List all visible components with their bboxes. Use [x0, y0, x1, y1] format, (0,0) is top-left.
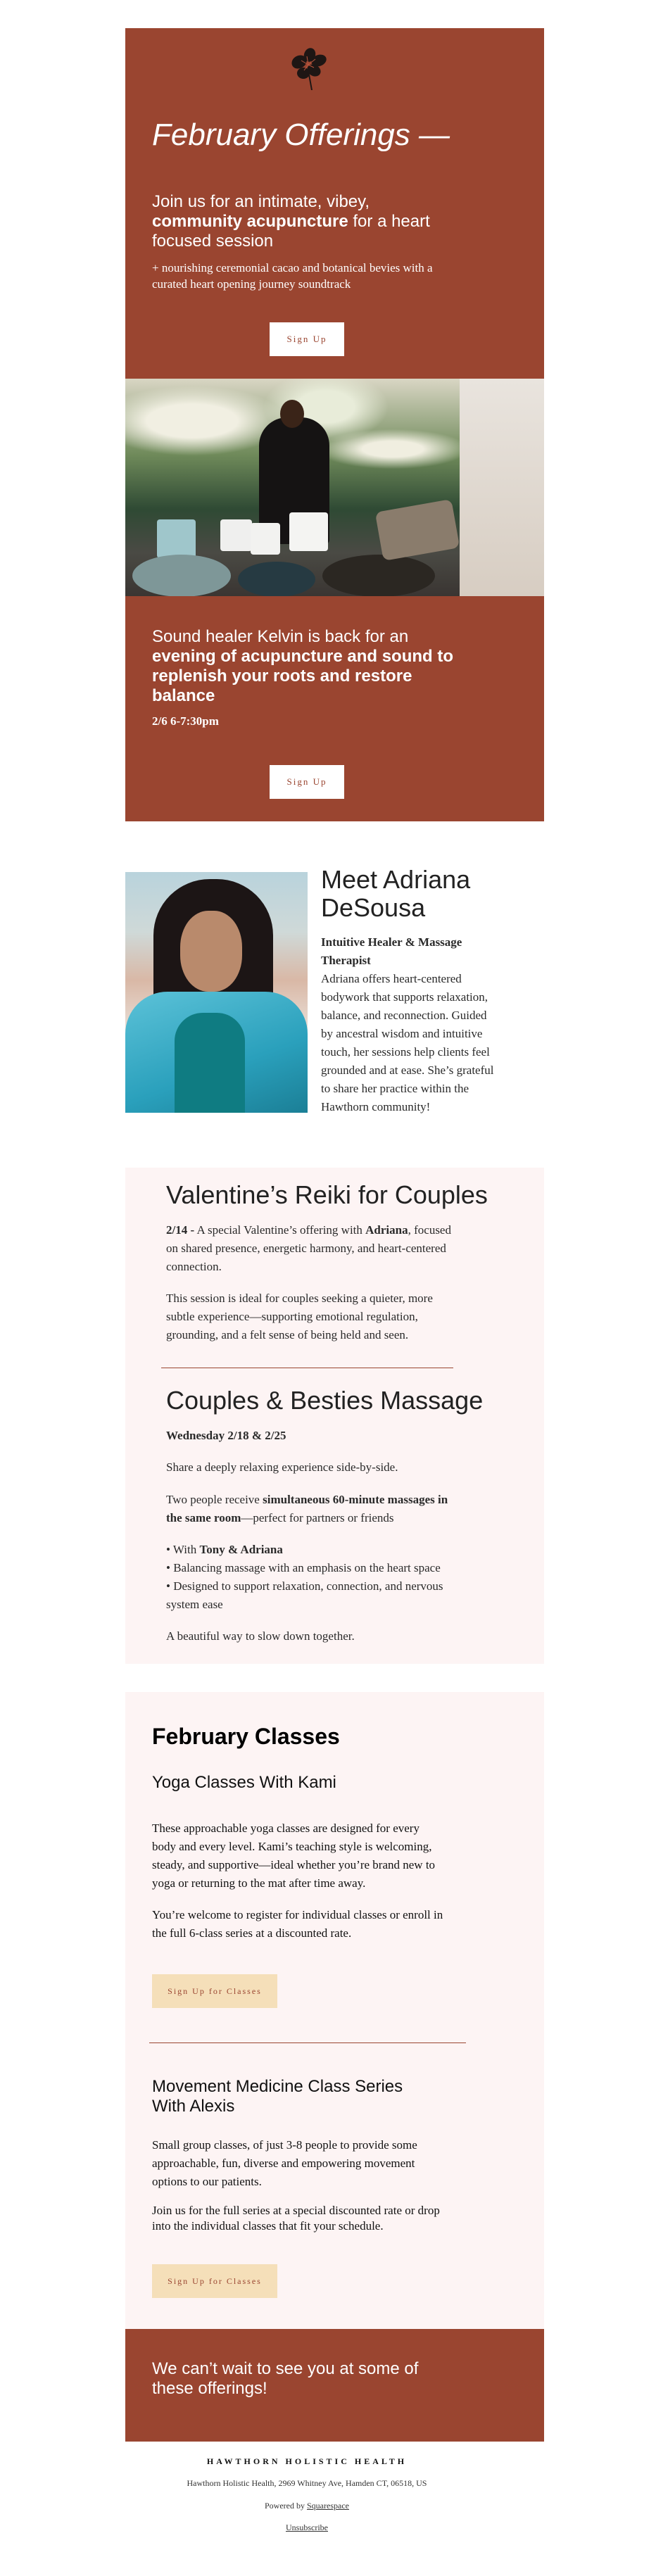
footer-address: Hawthorn Holistic Health, 2969 Whitney Ave, Hamden CT, 06518, US	[187, 2478, 427, 2488]
bullet-text: • With	[166, 1543, 200, 1556]
squarespace-link[interactable]: Squarespace	[307, 2501, 349, 2511]
massage-text-end: —perfect for partners or friends	[241, 1511, 394, 1524]
massage-paragraph-1: Share a deeply relaxing experience side-by-side.	[166, 1460, 398, 1474]
movement-signup-button[interactable]: Sign Up for Classes	[152, 2264, 277, 2298]
massage-paragraph-2	[166, 1491, 458, 1527]
sound-text: Sound healer Kelvin is back for an	[152, 627, 409, 646]
hero-intro-text-end: for a heart focused session	[152, 212, 430, 251]
movement-paragraph-1: Small group classes, of just 3-8 people to provide some approachable, fun, diverse and empowering movement options to our patients.	[152, 2138, 417, 2188]
powered-by-text: Powered by	[265, 2501, 307, 2511]
reiki-practitioner: Adriana	[365, 1223, 408, 1237]
hero-title: February Offerings —	[152, 118, 450, 152]
reiki-text: A special Valentine’s offering with	[194, 1223, 366, 1237]
reiki-paragraph-2: This session is ideal for couples seeking a quieter, more subtle experience—supporting emotional regulation, grounding, and a felt sense of being held and seen.	[166, 1292, 433, 1341]
unsubscribe-row	[125, 2521, 488, 2534]
yoga-signup-button[interactable]: Sign Up for Classes	[152, 1974, 277, 2008]
movement-heading: Movement Medicine Class Series With Alexis	[152, 2077, 403, 2116]
massage-heading: Couples & Besties Massage	[166, 1386, 484, 1415]
hero-section	[125, 28, 544, 379]
sound-healing-photo	[125, 379, 544, 596]
unsubscribe-link[interactable]: Unsubscribe	[286, 2523, 328, 2532]
sound-signup-button[interactable]: Sign Up	[270, 765, 344, 799]
hero-signup-button[interactable]: Sign Up	[270, 322, 344, 356]
massage-closing: A beautiful way to slow down together.	[166, 1629, 355, 1643]
massage-dates: Wednesday 2/18 & 2/25	[166, 1429, 286, 1442]
classes-section	[125, 1692, 544, 2329]
classes-heading: February Classes	[152, 1724, 340, 1749]
bullet-item	[166, 1541, 458, 1559]
reiki-text-end: , focused on shared presence, energetic harmony, and heart-centered connection.	[166, 1223, 451, 1273]
closing-text: We can’t wait to see you at some of these offerings!	[152, 2359, 419, 2398]
footer	[125, 2454, 488, 2576]
meet-text-column	[321, 866, 497, 1116]
sound-healing-text	[152, 627, 462, 706]
reiki-paragraph-1	[166, 1221, 458, 1276]
meet-text	[321, 933, 497, 1116]
flower-logo-icon	[287, 46, 328, 91]
bullet-item: • Designed to support relaxation, connection, and nervous system ease	[166, 1579, 443, 1611]
massage-text: Two people receive	[166, 1493, 263, 1506]
meet-subtitle: Intuitive Healer & Massage Therapist	[321, 935, 462, 967]
hero-intro	[152, 192, 455, 251]
massage-text-bold: simultaneous 60-minute massages in the same room	[166, 1493, 448, 1524]
sound-text-bold: evening of acupuncture and sound to replenish your roots and restore balance	[152, 647, 454, 705]
bullet-item: • Balancing massage with an emphasis on the heart space	[166, 1561, 441, 1574]
closing-section	[125, 2329, 544, 2442]
reiki-massage-section	[125, 1168, 544, 1664]
reiki-heading: Valentine’s Reiki for Couples	[166, 1180, 488, 1209]
massage-bullets	[166, 1541, 458, 1614]
hero-intro-text: Join us for an intimate, vibey,	[152, 192, 370, 211]
yoga-paragraph-2: You’re welcome to register for individual classes or enroll in the full 6-class series at a discounted rate.	[152, 1908, 443, 1940]
adriana-photo	[125, 872, 308, 1113]
footer-powered-by	[125, 2499, 488, 2512]
bullet-bold: Tony & Adriana	[199, 1543, 283, 1556]
meet-body: Adriana offers heart-centered bodywork that supports relaxation, balance, and reconnection. Guided by ancestral wisdom and intuitive touch, her sessions help clients feel grounded and at ease. She’s grateful to share her practice within the Hawthorn community!	[321, 972, 494, 1113]
footer-brand: HAWTHORN HOLISTIC HEALTH	[206, 2456, 408, 2466]
meet-heading: Meet Adriana DeSousa	[321, 865, 471, 922]
sound-date: 2/6 6-7:30pm	[152, 714, 219, 728]
hero-subtext: + nourishing ceremonial cacao and botanical bevies with a curated heart opening journey soundtrack	[152, 261, 433, 291]
yoga-paragraph-1: These approachable yoga classes are designed for every body and every level. Kami’s teaching style is welcoming, steady, and supportive—ideal whether you’re brand new to yoga or returning to the mat after time away.	[152, 1821, 436, 1890]
email-column	[125, 0, 544, 2576]
reiki-date: 2/14 -	[166, 1223, 195, 1237]
yoga-heading: Yoga Classes With Kami	[152, 1773, 336, 1792]
meet-section	[125, 865, 544, 1116]
hero-intro-bold: community acupuncture	[152, 212, 348, 231]
sound-healing-section	[125, 596, 544, 821]
movement-paragraph-2: Join us for the full series at a special discounted rate or drop into the individual classes that fit your schedule.	[152, 2204, 440, 2233]
